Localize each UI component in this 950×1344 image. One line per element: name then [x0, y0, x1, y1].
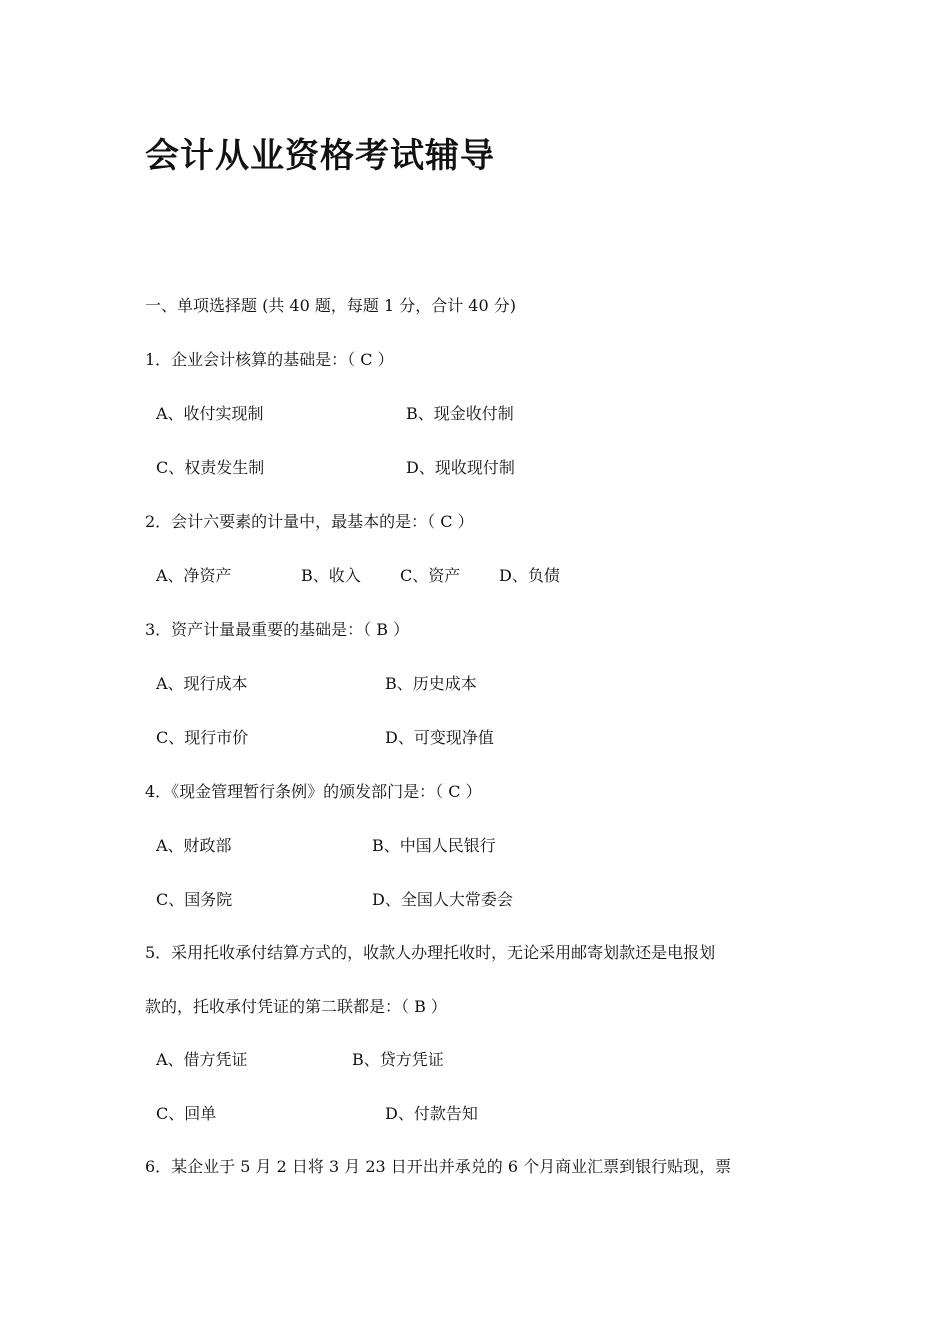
question-4-option-c: C、国务院: [156, 890, 233, 909]
question-2-option-b: B、收入: [301, 566, 361, 585]
question-2-option-c: C、资产: [400, 566, 461, 585]
question-5-option-b: B、贷方凭证: [352, 1050, 444, 1069]
question-4-option-a: A、财政部: [156, 836, 232, 855]
question-2-text: 2．会计六要素的计量中，最基本的是：（ C ）: [145, 512, 474, 531]
question-4-option-b: B、中国人民银行: [372, 836, 496, 855]
question-5-option-a: A、借方凭证: [156, 1050, 248, 1069]
question-1-option-c: C、权责发生制: [156, 458, 265, 477]
question-6-text: 6．某企业于 5 月 2 日将 3 月 23 日开出并承兑的 6 个月商业汇票到银行贴现，票: [145, 1157, 732, 1176]
document-title: 会计从业资格考试辅导: [145, 136, 495, 176]
question-1-option-b: B、现金收付制: [406, 404, 514, 423]
question-3-option-d: D、可变现净值: [385, 728, 494, 747]
question-3-text: 3．资产计量最重要的基础是：（ B ）: [145, 620, 410, 639]
question-4-text: 4．《现金管理暂行条例》的颁发部门是：（ C ）: [145, 782, 482, 801]
question-3-option-b: B、历史成本: [385, 674, 477, 693]
question-5-option-c: C、回单: [156, 1104, 217, 1123]
question-1-option-a: A、收付实现制: [156, 404, 264, 423]
question-3-option-a: A、现行成本: [156, 674, 248, 693]
question-1-option-d: D、现收现付制: [406, 458, 515, 477]
question-2-option-a: A、净资产: [156, 566, 232, 585]
question-5-option-d: D、付款告知: [385, 1104, 478, 1123]
question-1-text: 1．企业会计核算的基础是：（ C ）: [145, 350, 394, 369]
question-2-option-d: D、负债: [499, 566, 560, 585]
question-3-option-c: C、现行市价: [156, 728, 249, 747]
section-heading: 一、单项选择题 (共 40 题，每题 1 分，合计 40 分): [145, 296, 516, 315]
question-5-text-line-1: 5．采用托收承付结算方式的，收款人办理托收时，无论采用邮寄划款还是电报划: [145, 943, 716, 962]
question-5-text-line-2: 款的，托收承付凭证的第二联都是：（ B ）: [145, 997, 447, 1016]
question-4-option-d: D、全国人大常委会: [372, 890, 513, 909]
